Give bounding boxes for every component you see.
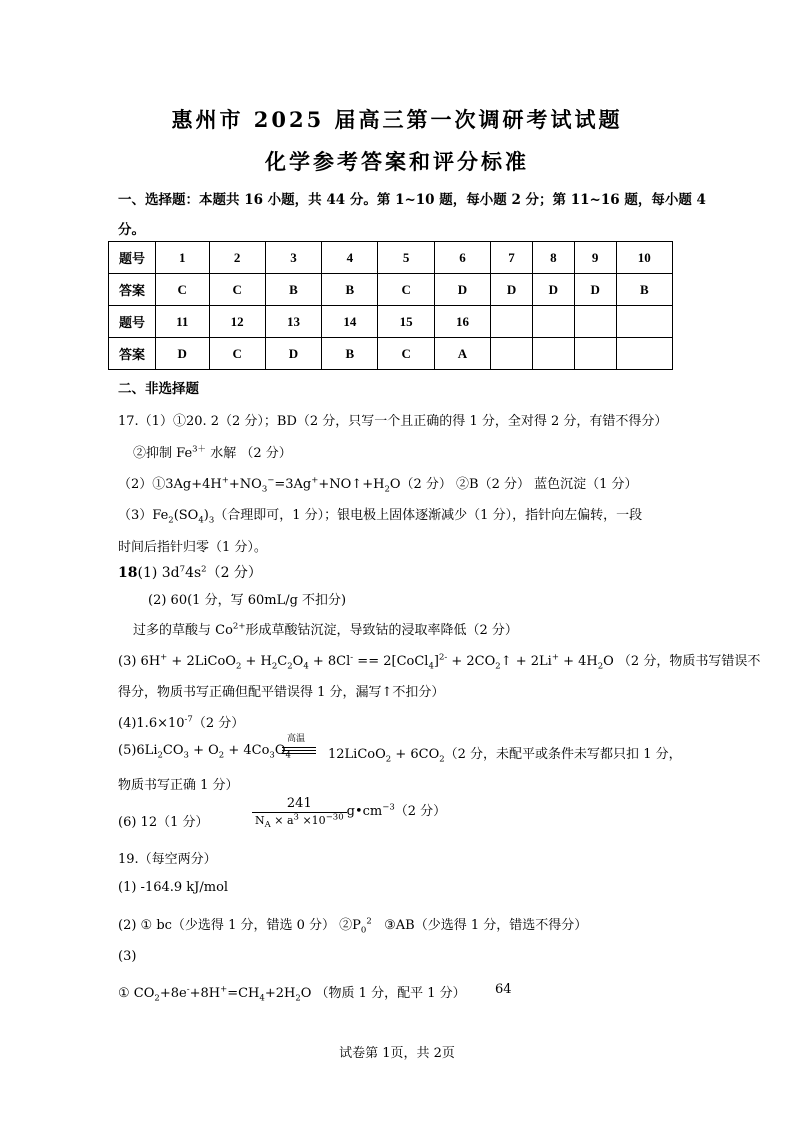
table-cell: 14 [322,306,378,338]
page-footer: 试卷第 1页，共 2页 [339,1046,455,1061]
text-fragment: C [277,654,288,669]
q18-line6: $(4)1.6\times 10^{-7}(2$ 分） [118,714,245,731]
table-cell [574,306,616,338]
table-row [109,274,673,306]
section1-heading: 一、选择题：本题共 16 小题，共 44 分。第 1~10 题，每小题 2 分；第 11~16 题，每小题 4 [118,192,706,208]
text-fragment: ) [203,508,209,523]
table-cell: 4 [322,242,378,274]
text-fragment: =3Ag [274,477,312,492]
q18-line8: 物质书写正确 1 分） [118,778,239,793]
text-fragment: （3）Fe [118,508,169,523]
table-cell [491,306,533,338]
table-cell: C [209,274,265,306]
table-cell: B [322,274,378,306]
table-cell: 5 [378,242,434,274]
text-fragment: (1) 3d [137,565,180,581]
text-fragment: (SO [173,508,199,523]
table-cell: 13 [265,306,321,338]
page-title: 惠州市 2025 届高三第一次调研考试试题 [171,107,623,132]
table-cell: 题号 [109,242,156,274]
table-cell: B [616,274,672,306]
text-fragment: N [255,814,265,827]
table-cell: C [378,274,434,306]
text-fragment: ③AB（少选得 1 分，错选不得分） [384,918,588,933]
superscript: 3＋ [192,444,207,455]
q18-line7-left: $(5)6Li_2CO_3 + O_2 + 4Co_3O_4$ [118,743,291,761]
text-fragment: +8H [189,986,221,1001]
text-fragment: × a [270,814,294,827]
table-cell: B [265,274,321,306]
text-fragment: 水解 （2 分） [206,446,292,461]
text-fragment: + 2CO [447,654,496,669]
text-fragment: （2 分） [192,716,245,731]
text-fragment: + 6CO [391,747,440,762]
q17-line2 [133,442,292,461]
text-fragment: O [274,743,286,758]
text-fragment: + 4H [558,654,598,669]
text-fragment: ① CO [118,986,155,1001]
text-fragment: +NO↑+H [318,477,385,492]
table-row [109,338,673,370]
table-cell: 8 [532,242,574,274]
answer-table [108,241,673,370]
table-cell: 9 [574,242,616,274]
text-fragment: (4)1.6×10 [118,716,185,731]
unit: g•cm [346,804,383,819]
q18-line7-right: 12LiCoO$_2$ + $6CO_2(2$ 分，未配平或条件未写都只扣 1 分， [328,747,682,765]
text-fragment: (2) ① bc（少选得 1 分，错选 0 分） ②P [118,918,361,933]
q18-line5: 得分，物质书写正确但配平错误得 1 分，漏写↑不扣分） [118,685,445,700]
text-fragment: （2 分） [206,565,262,581]
table-cell: D [491,274,533,306]
table-row [109,242,673,274]
density-formula: $\frac{241}{N_A \times a^3 \times 10^{-30}}$ $g•cm^{-3}(2$ 分） [252,796,446,827]
text-fragment: + O [188,743,219,758]
text-fragment: + 8Cl [308,654,351,669]
q17-line5: 时间后指针归零（1 分）。 [118,540,267,555]
table-cell: 6 [434,242,490,274]
table-row [109,306,673,338]
text-fragment: O （2 分，物质书写错误不 [603,654,761,669]
q18-line9: (6) 12（1 分） [118,815,209,830]
text-fragment: 4s [185,565,202,581]
table-cell: 15 [378,306,434,338]
table-cell: D [434,274,490,306]
table-cell: 答案 [109,274,156,306]
text-fragment: + 2LiCoO [167,654,236,669]
table-cell: 12 [209,306,265,338]
fraction [252,796,347,831]
text-fragment: （2）①3Ag+4H [118,477,222,492]
text-fragment: (3) 6H [118,654,161,669]
table-cell: B [322,338,378,370]
table-cell: 10 [616,242,672,274]
text-fragment: =CH [227,986,260,1001]
text-fragment: CO [162,743,184,758]
text-fragment: +8e [159,986,187,1001]
text-fragment: O [292,654,304,669]
table-cell: D [265,338,321,370]
table-cell: D [156,338,210,370]
text-fragment: O（2 分） ②B（2 分） 蓝色沉淀（1 分） [389,477,638,492]
q18-line4: (3) 6H+ + 2LiCoO$_2$ + $H_2C_2O_4 + 8Cl^-$ == 2[CoCl$_4$]$^{2-}$ + $2CO_2↑ + 2Li^+ + 4H_2O$ （2 分，物质书写错误不 [118,652,761,672]
q18-line3: 过多的草酸与 $Co^{2+}$形成草酸钴沉淀，导致钴的浸取率降低（2 分） [133,621,518,638]
table-cell: C [209,338,265,370]
section1-heading-cont: 分。 [118,222,145,238]
q19-line5: ① $CO_2+8e^-+8H^+=CH_4+2H_2O$ （物质 1 分，配平 1 分） [118,984,466,1004]
table-cell: C [378,338,434,370]
table-cell: D [574,274,616,306]
fraction-denominator: $N_A \times a^3 \times 10^{-30}$ [255,812,344,831]
table-cell [532,306,574,338]
section2-heading: 二、非选择题 [118,381,199,397]
text-fragment: （合理即可，1 分）；银电极上固体逐渐减少（1 分），指针向左偏转，一段 [214,508,643,523]
table-cell: 1 [156,242,210,274]
table-cell: 答案 [109,338,156,370]
text-fragment: O （物质 1 分，配平 1 分） [300,986,466,1001]
table-cell: 11 [156,306,210,338]
table-cell: 16 [434,306,490,338]
table-cell: A [434,338,490,370]
table-cell [616,306,672,338]
text-fragment: （2 分） [394,804,447,819]
table-cell: 3 [265,242,321,274]
text-fragment: ↑ + 2Li [500,654,552,669]
text-fragment: ②抑制 Fe [133,446,193,461]
reaction-condition: 高温 [287,734,306,744]
text-fragment: 过多的草酸与 Co [133,623,233,638]
text-fragment: 12LiCoO [328,747,386,762]
page-subtitle: 化学参考答案和评分标准 [265,149,529,174]
q19-line4: (3) [118,949,137,964]
table-cell [532,338,574,370]
text-fragment: == 2[CoCl [353,654,429,669]
text-fragment: +2H [264,986,296,1001]
text-fragment: + 4Co [224,743,270,758]
table-cell: D [532,274,574,306]
fraction-numerator: 241 [252,796,347,813]
q17-line4: $(3)Fe_2(SO_4)_3$（合理即可，1 分）；银电极上固体逐渐减少（1 分），指针向左偏转，一段 [118,508,643,526]
text-fragment: ] [433,654,439,669]
q19-answer: 64 [495,982,512,997]
q19-line3: (2) ① bc（少选得 1 分，错选 0 分） $②P_0^2$ ③AB（少选得 1 分，错选不得分） [118,916,588,936]
text-fragment: + H [241,654,272,669]
table-cell: C [156,274,210,306]
text-fragment: ×10 [298,814,326,827]
question-number: 18 [118,565,138,581]
text-fragment: +NO [228,477,262,492]
table-cell [491,338,533,370]
q19-line1: 19.（每空两分） [118,852,217,867]
table-cell: 7 [491,242,533,274]
text-fragment: （2 分，未配平或条件未写都只扣 1 分， [444,747,682,762]
text-fragment: (5)6Li [118,743,158,758]
table-cell: 2 [209,242,265,274]
text-fragment: 形成草酸钴沉淀，导致钴的浸取率降低（2 分） [245,623,518,638]
q17-line1: 17.（1）①20. 2（2 分）；BD（2 分，只写一个且正确的得 1 分，全对得 2 分，有错不得分） [118,414,668,429]
table-cell: 题号 [109,306,156,338]
q18-line2: (2) 60(1 分，写 60mL/g 不扣分) [148,593,347,608]
table-cell [616,338,672,370]
q18-line1: 18(1) $3d^74s^2(2$ 分） [118,564,262,581]
table-cell [574,338,616,370]
q17-line3: $(2)①3Ag+4H^++NO_3^-=3Ag^++NO↑+H_2O(2$ 分） ②B（2 分） 蓝色沉淀（1 分） [118,475,638,495]
q19-line2: (1) -164.9 kJ/mol [118,880,229,895]
